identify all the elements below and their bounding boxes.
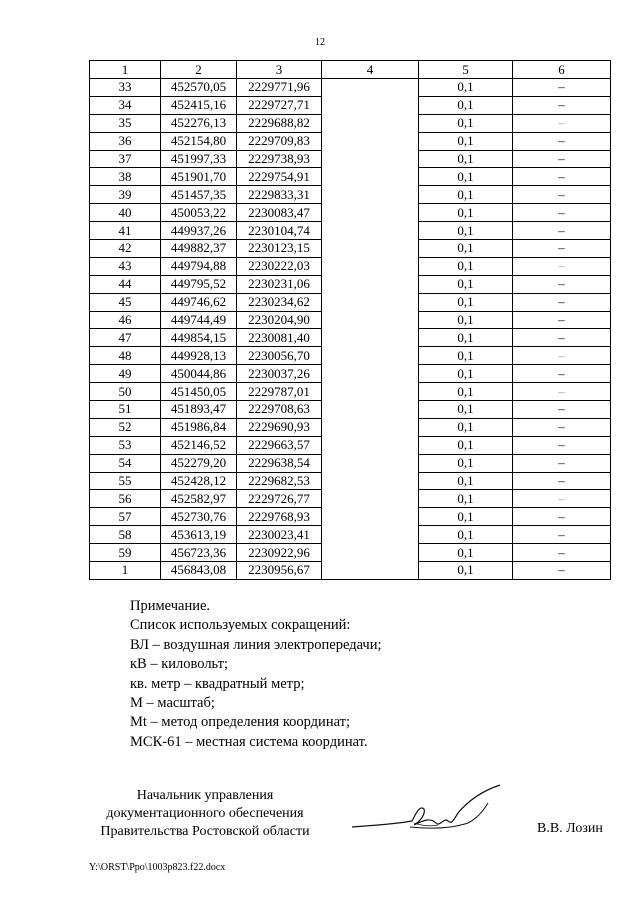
table-cell: 2230222,03 <box>237 257 322 275</box>
table-row <box>90 222 611 240</box>
table-cell: 450053,22 <box>161 204 237 222</box>
table-cell <box>322 347 419 365</box>
table-cell <box>322 293 419 311</box>
table-cell <box>322 150 419 168</box>
table-cell: 57 <box>90 508 161 526</box>
table-cell <box>322 472 419 490</box>
table-cell: 0,1 <box>419 383 513 401</box>
table-cell: 2230204,90 <box>237 311 322 329</box>
table-cell: 0,1 <box>419 96 513 114</box>
table-row <box>90 418 611 436</box>
table-cell: 0,1 <box>419 168 513 186</box>
table-cell <box>322 544 419 562</box>
table-row <box>90 508 611 526</box>
table-cell: 449928,13 <box>161 347 237 365</box>
table-cell: 0,1 <box>419 401 513 419</box>
table-row <box>90 257 611 275</box>
table-cell: 46 <box>90 311 161 329</box>
table-cell: 2229771,96 <box>237 79 322 97</box>
abbreviation-item: М – масштаб; <box>130 695 215 712</box>
table-cell: – <box>513 204 611 222</box>
table-cell: 450044,86 <box>161 365 237 383</box>
table-cell: – <box>513 401 611 419</box>
table-cell: 48 <box>90 347 161 365</box>
table-cell <box>322 240 419 258</box>
table-cell: 451986,84 <box>161 418 237 436</box>
table-cell: – <box>513 311 611 329</box>
table-cell: – <box>513 472 611 490</box>
table-cell <box>322 418 419 436</box>
table-cell: 451457,35 <box>161 186 237 204</box>
table-cell <box>322 436 419 454</box>
table-cell: 452582,97 <box>161 490 237 508</box>
table-row <box>90 490 611 508</box>
table-cell: 2229833,31 <box>237 186 322 204</box>
table-cell <box>322 311 419 329</box>
table-row <box>90 383 611 401</box>
table-row <box>90 79 611 97</box>
table-cell: 451450,05 <box>161 383 237 401</box>
table-cell: 452146,52 <box>161 436 237 454</box>
table-cell: 34 <box>90 96 161 114</box>
table-cell: 2229708,63 <box>237 401 322 419</box>
table-cell: – <box>513 454 611 472</box>
table-cell: 47 <box>90 329 161 347</box>
table-cell: 451893,47 <box>161 401 237 419</box>
table-cell: 40 <box>90 204 161 222</box>
table-cell <box>322 454 419 472</box>
table-cell: 2230056,70 <box>237 347 322 365</box>
table-cell: – <box>513 168 611 186</box>
table-cell: 0,1 <box>419 418 513 436</box>
table-cell <box>322 490 419 508</box>
table-row <box>90 150 611 168</box>
table-cell: 0,1 <box>419 508 513 526</box>
table-cell: 2230104,74 <box>237 222 322 240</box>
table-cell: – <box>513 526 611 544</box>
table-cell: 0,1 <box>419 204 513 222</box>
table-cell: 0,1 <box>419 472 513 490</box>
table-row <box>90 168 611 186</box>
table-cell: 2229738,93 <box>237 150 322 168</box>
signatory-position <box>90 787 320 841</box>
table-cell <box>322 508 419 526</box>
table-cell: 38 <box>90 168 161 186</box>
table-cell: – <box>513 383 611 401</box>
page-number: 12 <box>315 37 325 48</box>
table-cell: 2230123,15 <box>237 240 322 258</box>
table-cell: – <box>513 222 611 240</box>
column-header: 2 <box>161 61 237 79</box>
abbreviations-title: Список используемых сокращений: <box>130 617 351 634</box>
table-row <box>90 401 611 419</box>
table-cell: – <box>513 275 611 293</box>
table-cell: 49 <box>90 365 161 383</box>
table-cell: – <box>513 508 611 526</box>
table-row <box>90 293 611 311</box>
abbreviation-item: Mt – метод определения координат; <box>130 714 351 731</box>
table-cell: 453613,19 <box>161 526 237 544</box>
table-cell <box>322 275 419 293</box>
table-cell: 0,1 <box>419 240 513 258</box>
table-cell: 42 <box>90 240 161 258</box>
table-cell: – <box>513 544 611 562</box>
table-cell: 56 <box>90 490 161 508</box>
table-cell: 37 <box>90 150 161 168</box>
table-header-row <box>90 61 611 79</box>
table-cell <box>322 186 419 204</box>
position-line: Правительства Ростовской области <box>100 824 310 839</box>
table-cell <box>322 204 419 222</box>
table-cell: 2230231,06 <box>237 275 322 293</box>
table-cell: 2229688,82 <box>237 114 322 132</box>
table-cell: 0,1 <box>419 436 513 454</box>
table-cell: – <box>513 150 611 168</box>
table-cell: 0,1 <box>419 114 513 132</box>
table-cell: – <box>513 293 611 311</box>
abbreviation-item: кв. метр – квадратный метр; <box>130 675 305 692</box>
table-cell: – <box>513 132 611 150</box>
table-cell: 2230234,62 <box>237 293 322 311</box>
notes-title: Примечание. <box>130 598 211 614</box>
table-cell: – <box>513 436 611 454</box>
table-cell <box>322 401 419 419</box>
table-cell: 2229663,57 <box>237 436 322 454</box>
table-cell: 2229690,93 <box>237 418 322 436</box>
table-cell: – <box>513 79 611 97</box>
table-row <box>90 311 611 329</box>
table-cell: 2229754,91 <box>237 168 322 186</box>
table-cell: 2229682,53 <box>237 472 322 490</box>
table-cell: 0,1 <box>419 365 513 383</box>
table-cell: – <box>513 240 611 258</box>
table-cell: 53 <box>90 436 161 454</box>
handwritten-signature-icon <box>350 783 510 843</box>
table-cell: 451901,70 <box>161 168 237 186</box>
table-cell: 45 <box>90 293 161 311</box>
table-row <box>90 132 611 150</box>
table-row <box>90 544 611 562</box>
table-cell: 2229638,54 <box>237 454 322 472</box>
table-cell: 0,1 <box>419 311 513 329</box>
table-cell <box>322 365 419 383</box>
table-cell: – <box>513 329 611 347</box>
table-cell: – <box>513 562 611 580</box>
table-cell: 0,1 <box>419 329 513 347</box>
table-cell: 39 <box>90 186 161 204</box>
table-cell <box>322 168 419 186</box>
table-cell: – <box>513 490 611 508</box>
table-row <box>90 347 611 365</box>
table-cell <box>322 114 419 132</box>
table-cell: 44 <box>90 275 161 293</box>
table-cell: 0,1 <box>419 186 513 204</box>
table-cell: 2230037,26 <box>237 365 322 383</box>
table-cell: 456843,08 <box>161 562 237 580</box>
table-cell: – <box>513 186 611 204</box>
table-cell: 0,1 <box>419 293 513 311</box>
table-cell: 449854,15 <box>161 329 237 347</box>
table-cell: 52 <box>90 418 161 436</box>
table-cell: – <box>513 114 611 132</box>
table-cell: 0,1 <box>419 544 513 562</box>
table-row <box>90 96 611 114</box>
table-row <box>90 186 611 204</box>
table-cell: 449882,37 <box>161 240 237 258</box>
table-cell: 452415,16 <box>161 96 237 114</box>
table-cell: 0,1 <box>419 222 513 240</box>
table-cell <box>322 526 419 544</box>
table-cell <box>322 257 419 275</box>
column-header: 3 <box>237 61 322 79</box>
position-line: Начальник управления <box>136 788 274 803</box>
table-cell: 2229726,77 <box>237 490 322 508</box>
table-cell: 50 <box>90 383 161 401</box>
table-cell: 2230081,40 <box>237 329 322 347</box>
table-cell: 0,1 <box>419 257 513 275</box>
table-row <box>90 436 611 454</box>
table-cell: 55 <box>90 472 161 490</box>
table-row <box>90 329 611 347</box>
column-header: 6 <box>513 61 611 79</box>
table-cell: 1 <box>90 562 161 580</box>
table-cell: – <box>513 347 611 365</box>
table-cell: 51 <box>90 401 161 419</box>
table-cell: 35 <box>90 114 161 132</box>
table-cell: 33 <box>90 79 161 97</box>
table-cell: – <box>513 418 611 436</box>
table-cell: 449794,88 <box>161 257 237 275</box>
table-cell: 0,1 <box>419 490 513 508</box>
table-cell: 449795,52 <box>161 275 237 293</box>
table-cell: 449937,26 <box>161 222 237 240</box>
table-cell: 452154,80 <box>161 132 237 150</box>
table-cell <box>322 329 419 347</box>
table-cell: 2229727,71 <box>237 96 322 114</box>
table-cell: 54 <box>90 454 161 472</box>
abbreviation-item: МСК-61 – местная система координат. <box>130 733 368 750</box>
table-row <box>90 114 611 132</box>
notes-section <box>130 597 382 752</box>
column-header: 5 <box>419 61 513 79</box>
table-cell: 41 <box>90 222 161 240</box>
table-cell: 0,1 <box>419 79 513 97</box>
table-cell: 452730,76 <box>161 508 237 526</box>
table-row <box>90 204 611 222</box>
table-cell: 43 <box>90 257 161 275</box>
table-cell: 36 <box>90 132 161 150</box>
table-cell: 2230956,67 <box>237 562 322 580</box>
table-cell: 456723,36 <box>161 544 237 562</box>
signatory-name: В.В. Лозин <box>537 821 603 836</box>
table-cell <box>322 222 419 240</box>
column-header: 4 <box>322 61 419 79</box>
table-body <box>90 79 611 580</box>
table-cell <box>322 383 419 401</box>
table-row <box>90 526 611 544</box>
table-cell <box>322 79 419 97</box>
table-cell: 452428,12 <box>161 472 237 490</box>
column-header: 1 <box>90 61 161 79</box>
table-cell: 0,1 <box>419 562 513 580</box>
table-cell: 0,1 <box>419 150 513 168</box>
table-row <box>90 240 611 258</box>
table-cell <box>322 96 419 114</box>
table-cell: 452570,05 <box>161 79 237 97</box>
file-path: Y:\ORST\Ppo\1003p823.f22.docx <box>89 862 226 873</box>
table-cell: 451997,33 <box>161 150 237 168</box>
table-cell: 2230083,47 <box>237 204 322 222</box>
table-cell: 0,1 <box>419 454 513 472</box>
table-cell: – <box>513 96 611 114</box>
table-cell: 0,1 <box>419 275 513 293</box>
table-cell: – <box>513 257 611 275</box>
table-row <box>90 275 611 293</box>
table-cell: 59 <box>90 544 161 562</box>
table-cell: 2229709,83 <box>237 132 322 150</box>
table-cell <box>322 132 419 150</box>
table-cell: 2229768,93 <box>237 508 322 526</box>
abbreviation-item: кВ – киловольт; <box>130 656 228 673</box>
table-cell: – <box>513 365 611 383</box>
table-row <box>90 454 611 472</box>
table-cell: 0,1 <box>419 526 513 544</box>
coordinates-table <box>89 60 611 580</box>
table-cell: 452276,13 <box>161 114 237 132</box>
table-cell: 0,1 <box>419 132 513 150</box>
position-line: документационного обеспечения <box>106 806 304 821</box>
table-row <box>90 562 611 580</box>
table-cell: 58 <box>90 526 161 544</box>
table-cell: 452279,20 <box>161 454 237 472</box>
table-cell: 449744,49 <box>161 311 237 329</box>
table-cell: 2229787,01 <box>237 383 322 401</box>
table-row <box>90 365 611 383</box>
table-row <box>90 472 611 490</box>
table-cell: 449746,62 <box>161 293 237 311</box>
table-cell: 2230922,96 <box>237 544 322 562</box>
table-cell <box>322 562 419 580</box>
abbreviation-item: ВЛ – воздушная линия электропередачи; <box>130 636 382 653</box>
table-cell: 0,1 <box>419 347 513 365</box>
table-cell: 2230023,41 <box>237 526 322 544</box>
